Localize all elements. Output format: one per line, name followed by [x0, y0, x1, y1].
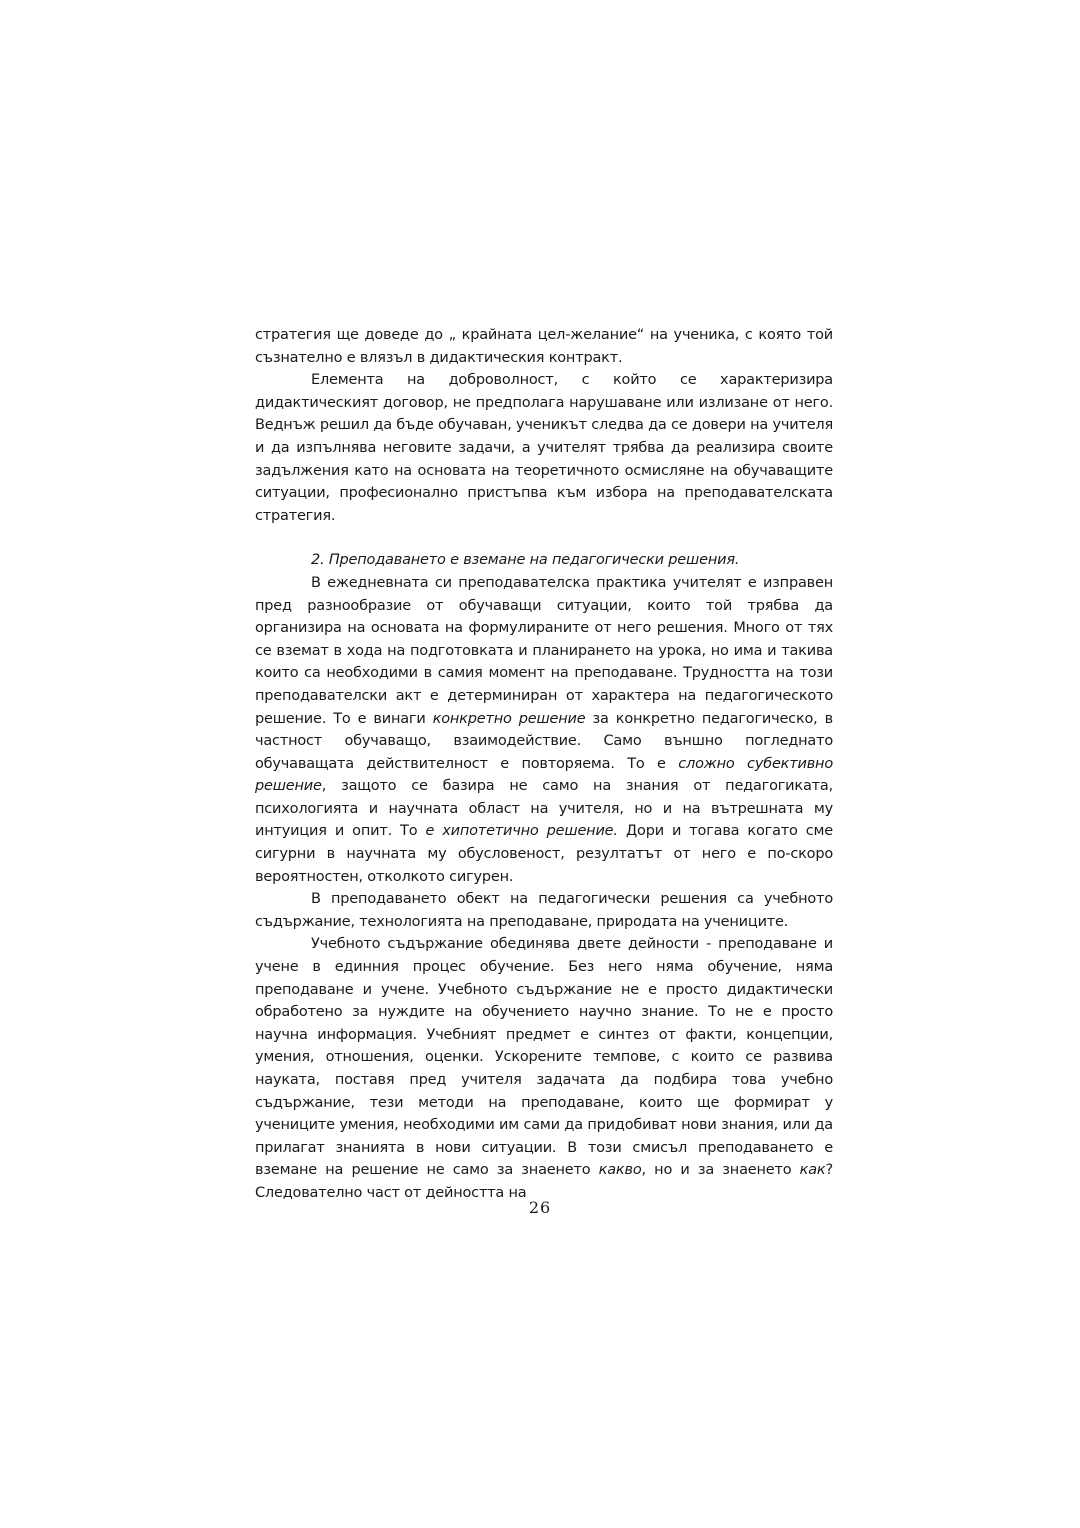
text-segment: В ежедневната си преподавателска практика учителят е изправен пред разнообразие от обучаващи ситуации, които той трябва да организира на основата на формулираните от него решения. Много от тях се вземат в хода на подготовката и планирането на урока, но има и такива които са необходими в самия момент на преподаване. Трудността на този преподавателски акт е детерминиран от характера на педагогическото решение. То е винаги: [255, 574, 833, 727]
text-segment: ? Следователно част от дейността на: [255, 1162, 833, 1201]
section-heading-text: 2. Преподаването е вземане на педагогически решения.: [311, 552, 740, 569]
page-body: [255, 324, 833, 1205]
text-segment: В преподаването обект на педагогически решения са учебното съдържание, технологията на преподаване, природата на учениците.: [255, 891, 833, 930]
emphasis-text: е хипотетично решение.: [425, 823, 618, 840]
emphasis-text: конкретно решение: [432, 710, 586, 727]
page-number: 26: [528, 1198, 552, 1217]
text-segment: Учебното съдържание обединява двете дейности - преподаване и учене в единния процес обучение. Без него няма обучение, няма преподаване и учене. Учебното съдържание не е просто дидактически обработено за нуждите на обучението научно знание. То не е просто научна информация. Учебният предмет е синтез от факти, концепции, умения, отношения, оценки. Ускорените темпове, с които се развива науката, поставя пред учителя задачата да подбира това учебно съдържание, тези методи на преподаване, които ще формират у учениците умения, необходими им сами да придобиват нови знания, или да прилагат знанията в нови ситуации. В този смисъл преподаването е вземане на решение не само за знаенето: [255, 936, 833, 1179]
emphasis-text: сложно субективно решение: [255, 755, 833, 795]
paragraph-1: [255, 324, 833, 369]
emphasis-text: как: [799, 1162, 826, 1179]
paragraph-2: [255, 369, 833, 527]
emphasis-text: какво: [598, 1162, 642, 1179]
text-segment: Елемента на доброволност, с който се характеризира дидактическият договор, не предполага нарушаване или излизане от него. Веднъж решил да бъде обучаван, ученикът следва да се довери на учителя и да изпълнява неговите задачи, а учителят трябва да реализира своите задължения като на основата на теоретичното осмисляне на обучаващите ситуации, професионално пристъпва към избора на преподавателската стратегия.: [255, 372, 834, 524]
text-segment: Дори и тогава когато сме сигурни в научната му обусловеност, резултатът от него е по-скоро вероятностен, отколкото сигурен.: [255, 823, 833, 885]
paragraph-5: [255, 888, 833, 933]
text-segment: стратегия ще доведе до „ крайната цел-желание“ на ученика, с която той съзнателно е влязъл в дидактическия контракт.: [255, 327, 833, 366]
paragraph-4: [255, 572, 833, 888]
text-segment: , но и за знаенето: [641, 1162, 800, 1179]
section-heading: [255, 549, 833, 572]
text-segment: , защото се базира не само на знания от педагогиката, психологията и научната област на учителя, но и на вътрешната му интуиция и опит. То: [255, 778, 833, 840]
text-segment: за конкретно педагогическо, в частност обучаващо, взаимодействие. Само външно погледнато обучаващата действителност е повторяема. То е: [255, 710, 833, 772]
paragraph-6: [255, 933, 833, 1204]
